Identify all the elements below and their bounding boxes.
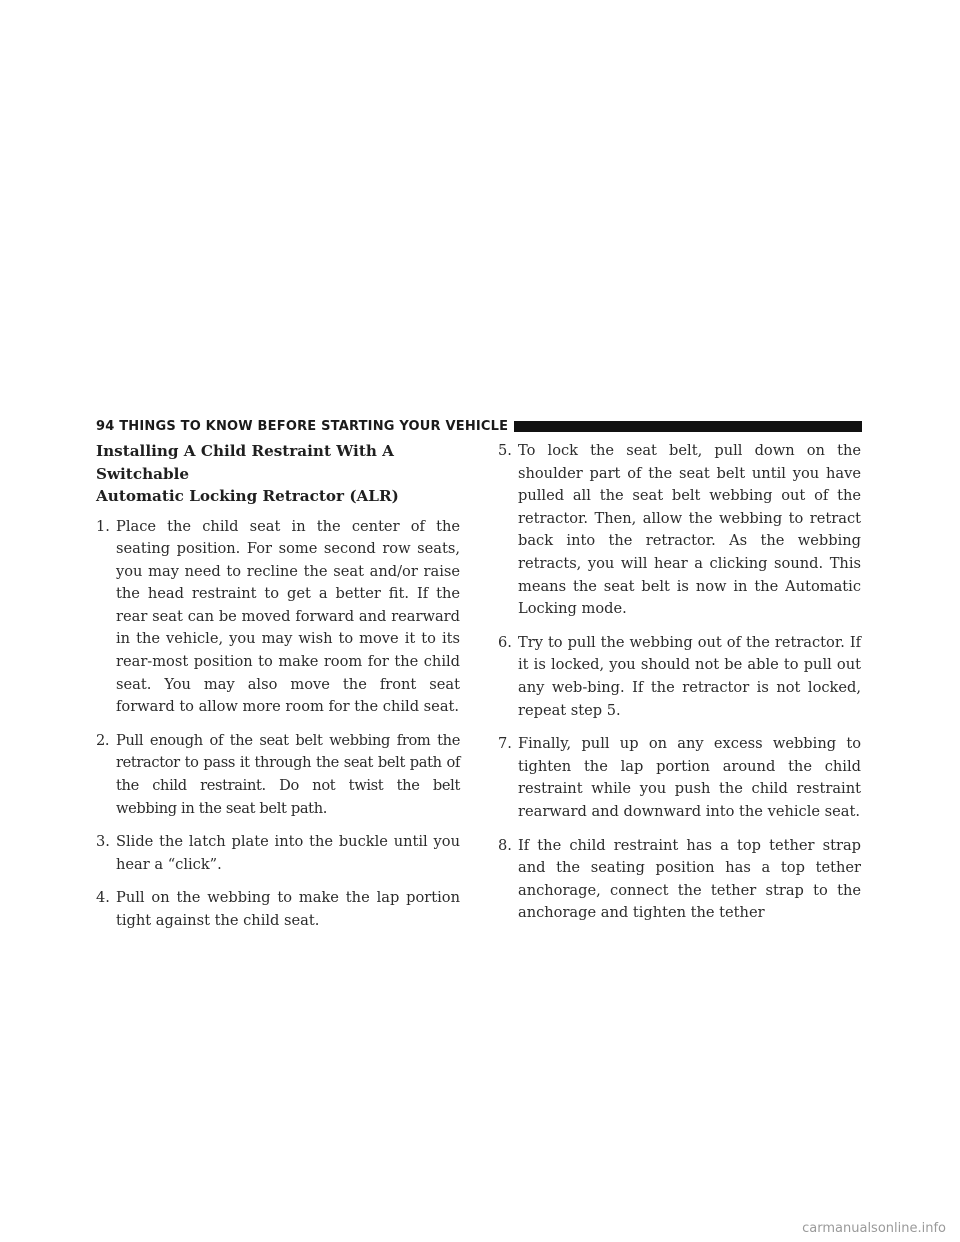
step-number: 3. bbox=[96, 833, 110, 851]
left-column bbox=[96, 440, 460, 944]
step-1 bbox=[96, 516, 460, 719]
right-column bbox=[498, 440, 861, 936]
step-number: 5. bbox=[498, 442, 512, 459]
page-header-text: 94 THINGS TO KNOW BEFORE STARTING YOUR VEHICLE bbox=[96, 418, 509, 434]
step-6 bbox=[498, 632, 861, 722]
step-text: Pull on the webbing to make the lap portion tight against the child seat. bbox=[116, 889, 460, 929]
step-8 bbox=[498, 835, 861, 925]
step-5 bbox=[498, 440, 861, 621]
step-text: Slide the latch plate into the buckle until you hear a “click”. bbox=[116, 833, 460, 873]
step-text: Place the child seat in the center of the seating position. For some second row seats, you may need to recline the seat and/or raise the head restraint to get a better fit. If the rear seat can be moved forward and rearward in the vehicle, you may wish to move it to its rear-most position to make room for the child seat. You may also move the front seat forward to allow more room for the child seat. bbox=[116, 517, 460, 716]
step-number: 4. bbox=[96, 889, 110, 907]
section-title-line-2: Automatic Locking Retractor (ALR) bbox=[96, 487, 399, 505]
header-rule-bar bbox=[514, 421, 862, 432]
step-text: If the child restraint has a top tether strap and the seating position has a top tether anchorage, connect the tether strap to the anchorage and tighten the tether bbox=[518, 836, 861, 922]
step-text: To lock the seat belt, pull down on the shoulder part of the seat belt until you have pulled all the seat belt webbing out of the retractor. Then, allow the webbing to retract back into the retractor. As the webbing retracts, you will hear a clicking sound. This means the seat belt is now in the Automatic Locking mode. bbox=[518, 442, 861, 618]
step-number: 7. bbox=[498, 735, 512, 753]
page-header bbox=[96, 416, 862, 436]
step-3 bbox=[96, 831, 460, 876]
footer-watermark: carmanualsonline.info bbox=[802, 1221, 946, 1236]
step-4 bbox=[96, 887, 460, 932]
section-title bbox=[96, 440, 460, 508]
step-number: 2. bbox=[96, 731, 110, 749]
section-title-line-1: Installing A Child Restraint With A Switchable bbox=[96, 442, 394, 483]
step-number: 8. bbox=[498, 836, 512, 854]
step-7 bbox=[498, 733, 861, 823]
step-2 bbox=[96, 730, 460, 820]
step-text: Try to pull the webbing out of the retractor. If it is locked, you should not be able to pull out any web-bing. If the retractor is not locked, repeat step 5. bbox=[518, 633, 861, 719]
step-number: 1. bbox=[96, 517, 110, 535]
step-text: Finally, pull up on any excess webbing to tighten the lap portion around the child restraint while you push the child restraint rearward and downward into the vehicle seat. bbox=[518, 735, 861, 820]
step-text: Pull enough of the seat belt webbing from the retractor to pass it through the seat belt path of the child restraint. Do not twist the belt webbing in the seat belt path. bbox=[116, 731, 460, 817]
step-number: 6. bbox=[498, 633, 512, 651]
